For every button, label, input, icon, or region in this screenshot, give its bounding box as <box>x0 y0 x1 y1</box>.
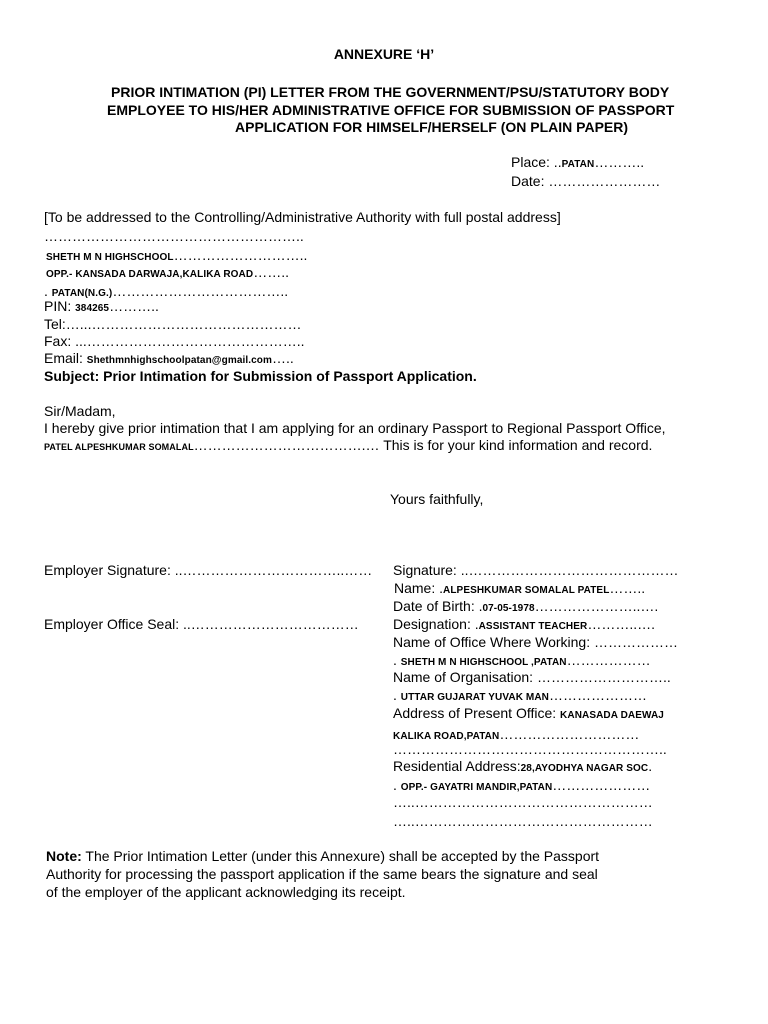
body-line-2 <box>44 437 652 456</box>
fax-label: Fax: <box>44 333 76 349</box>
employer-signature-label: Employer Signature: <box>44 562 175 578</box>
present-office-value: KANASADA DAEWAJ <box>560 710 664 721</box>
office-label: Name of Office Where Working: <box>393 634 594 650</box>
title-line-3: APPLICATION FOR HIMSELF/HERSELF (ON PLAIN PAPER) <box>235 119 629 135</box>
residential-line-2-prefix: . <box>393 777 401 793</box>
pin-value: 384265 <box>75 303 110 314</box>
dob-dots: …………………..…. <box>534 598 659 614</box>
organisation-value: UTTAR GUJARAT YUVAK MAN <box>400 692 550 703</box>
residential-line-4: …..…………………………………………… <box>393 813 653 829</box>
email-line <box>44 350 294 369</box>
pin-line <box>44 298 159 317</box>
organisation-dots: ……………………….. <box>536 669 671 685</box>
note-line-1 <box>46 848 599 865</box>
present-office-line-3: ………………………………………………….. <box>393 741 667 757</box>
pin-label: PIN: <box>44 298 76 314</box>
place-value: PATAN <box>561 159 595 170</box>
office-dots-2: ……………… <box>566 652 651 668</box>
note-label: Note: <box>46 848 82 864</box>
note-line-2: Authority for processing the passport application if the same bears the signature and seal <box>46 866 598 882</box>
present-office-line <box>393 705 664 724</box>
body-line-1: I hereby give prior intimation that I am applying for an ordinary Passport to Regional Passport Office, <box>44 420 666 436</box>
applicant-name-line <box>394 580 645 599</box>
address-line-3-prefix: . <box>44 283 52 299</box>
pin-dots: ……….. <box>109 298 159 314</box>
tel-label: Tel:… <box>44 316 80 332</box>
email-dots: ….. <box>271 350 294 366</box>
fax-line <box>44 333 305 350</box>
tel-line <box>44 316 301 333</box>
date-dots: …………………… <box>548 173 661 189</box>
designation-line <box>393 616 655 635</box>
subject-line: Subject: Prior Intimation for Submission of Passport Application. <box>44 368 477 384</box>
employer-signature-dots: ..……………………………..…… <box>174 562 373 578</box>
office-line <box>393 634 678 651</box>
residential-value: 28,AYODHYA NAGAR SOC <box>520 763 649 774</box>
address-line-1-dots: ……………………….. <box>173 247 308 263</box>
date-line <box>511 173 660 190</box>
organisation-line <box>393 669 671 686</box>
applicant-signature-line <box>393 562 679 579</box>
email-label: Email: <box>44 350 87 366</box>
dob-line <box>393 598 658 617</box>
address-line-2-value: OPP.- KANSADA DARWAJA,KALIKA ROAD <box>46 269 254 280</box>
address-line-2-dots: …….. <box>253 264 289 280</box>
office-dots: ……………… <box>594 634 678 650</box>
closing: Yours faithfully, <box>390 491 484 507</box>
dob-value: 07-05-1978 <box>482 603 535 614</box>
employer-seal-line <box>44 616 359 633</box>
organisation-dots-2: ………………… <box>549 687 648 703</box>
fax-dots: ...……………………………………….. <box>75 333 305 349</box>
tel-dots: ...……………………………………… <box>79 316 302 332</box>
residential-line-3: …..…………………………………………… <box>393 794 653 810</box>
body-line-2-rest: This is for your kind information and record. <box>379 437 653 453</box>
address-instruction: [To be addressed to the Controlling/Administrative Authority with full postal address] <box>44 209 561 225</box>
office-value: SHETH M N HIGHSCHOOL ,PATAN <box>400 657 567 668</box>
organisation-value-line <box>393 687 647 706</box>
applicant-name-label: Name: . <box>394 580 444 596</box>
applicant-signature-dots: ..……………………………………… <box>460 562 679 578</box>
title-line-1: PRIOR INTIMATION (PI) LETTER FROM THE GOVERNMENT/PSU/STATUTORY BODY <box>111 84 670 100</box>
residential-dots: . <box>648 758 653 774</box>
employer-signature-line <box>44 562 372 579</box>
address-line-2 <box>46 264 289 283</box>
organisation-label: Name of Organisation: <box>393 669 537 685</box>
designation-label: Designation: . <box>393 616 479 632</box>
address-line-3-value: PATAN(N.G.) <box>51 288 113 299</box>
residential-line <box>393 758 652 777</box>
place-dots: ……….. <box>594 154 645 170</box>
residential-line-2-dots: ………………… <box>552 777 651 793</box>
present-office-line-2-dots: ………………………… <box>499 726 640 742</box>
place-label: Place: .. <box>511 154 562 170</box>
note-line-3: of the employer of the applicant acknowledging its receipt. <box>46 884 406 900</box>
body-dots: ……………………………….… <box>193 437 380 453</box>
residential-line-2-value: OPP.- GAYATRI MANDIR,PATAN <box>400 782 553 793</box>
applicant-name-inline: PATEL ALPESHKUMAR SOMALAL <box>44 442 194 452</box>
date-label: Date: <box>511 173 549 189</box>
office-prefix: . <box>393 652 401 668</box>
employer-seal-label: Employer Office Seal: <box>44 616 184 632</box>
dob-label: Date of Birth: . <box>393 598 483 614</box>
applicant-name-dots: …….. <box>609 580 646 596</box>
organisation-prefix: . <box>393 687 401 703</box>
residential-label: Residential Address: <box>393 758 521 774</box>
address-line-3-dots: ……………………………….. <box>112 283 289 299</box>
place-line <box>511 154 644 173</box>
employer-seal-dots: ..……………………………… <box>183 616 359 632</box>
title-line-2: EMPLOYEE TO HIS/HER ADMINISTRATIVE OFFICE FOR SUBMISSION OF PASSPORT <box>107 102 675 118</box>
note-line-1-text: The Prior Intimation Letter (under this Annexure) shall be accepted by the Passport <box>81 848 600 864</box>
applicant-name-value: ALPESHKUMAR SOMALAL PATEL <box>443 585 610 596</box>
annexure-heading: ANNEXURE ‘H’ <box>333 46 435 62</box>
address-line-1-value: SHETH M N HIGHSCHOOL <box>46 252 174 263</box>
address-line-0: ……………………………………………….. <box>44 228 304 244</box>
email-value: Shethmnhighschoolpatan@gmail.com <box>86 355 272 366</box>
designation-value: ASSISTANT TEACHER <box>478 621 588 632</box>
applicant-signature-label: Signature: <box>393 562 461 578</box>
present-office-line-2-value: KALIKA ROAD,PATAN <box>393 731 500 742</box>
salutation: Sir/Madam, <box>44 403 116 419</box>
designation-dots: ………..…. <box>587 616 656 632</box>
present-office-label: Address of Present Office: <box>393 705 561 721</box>
